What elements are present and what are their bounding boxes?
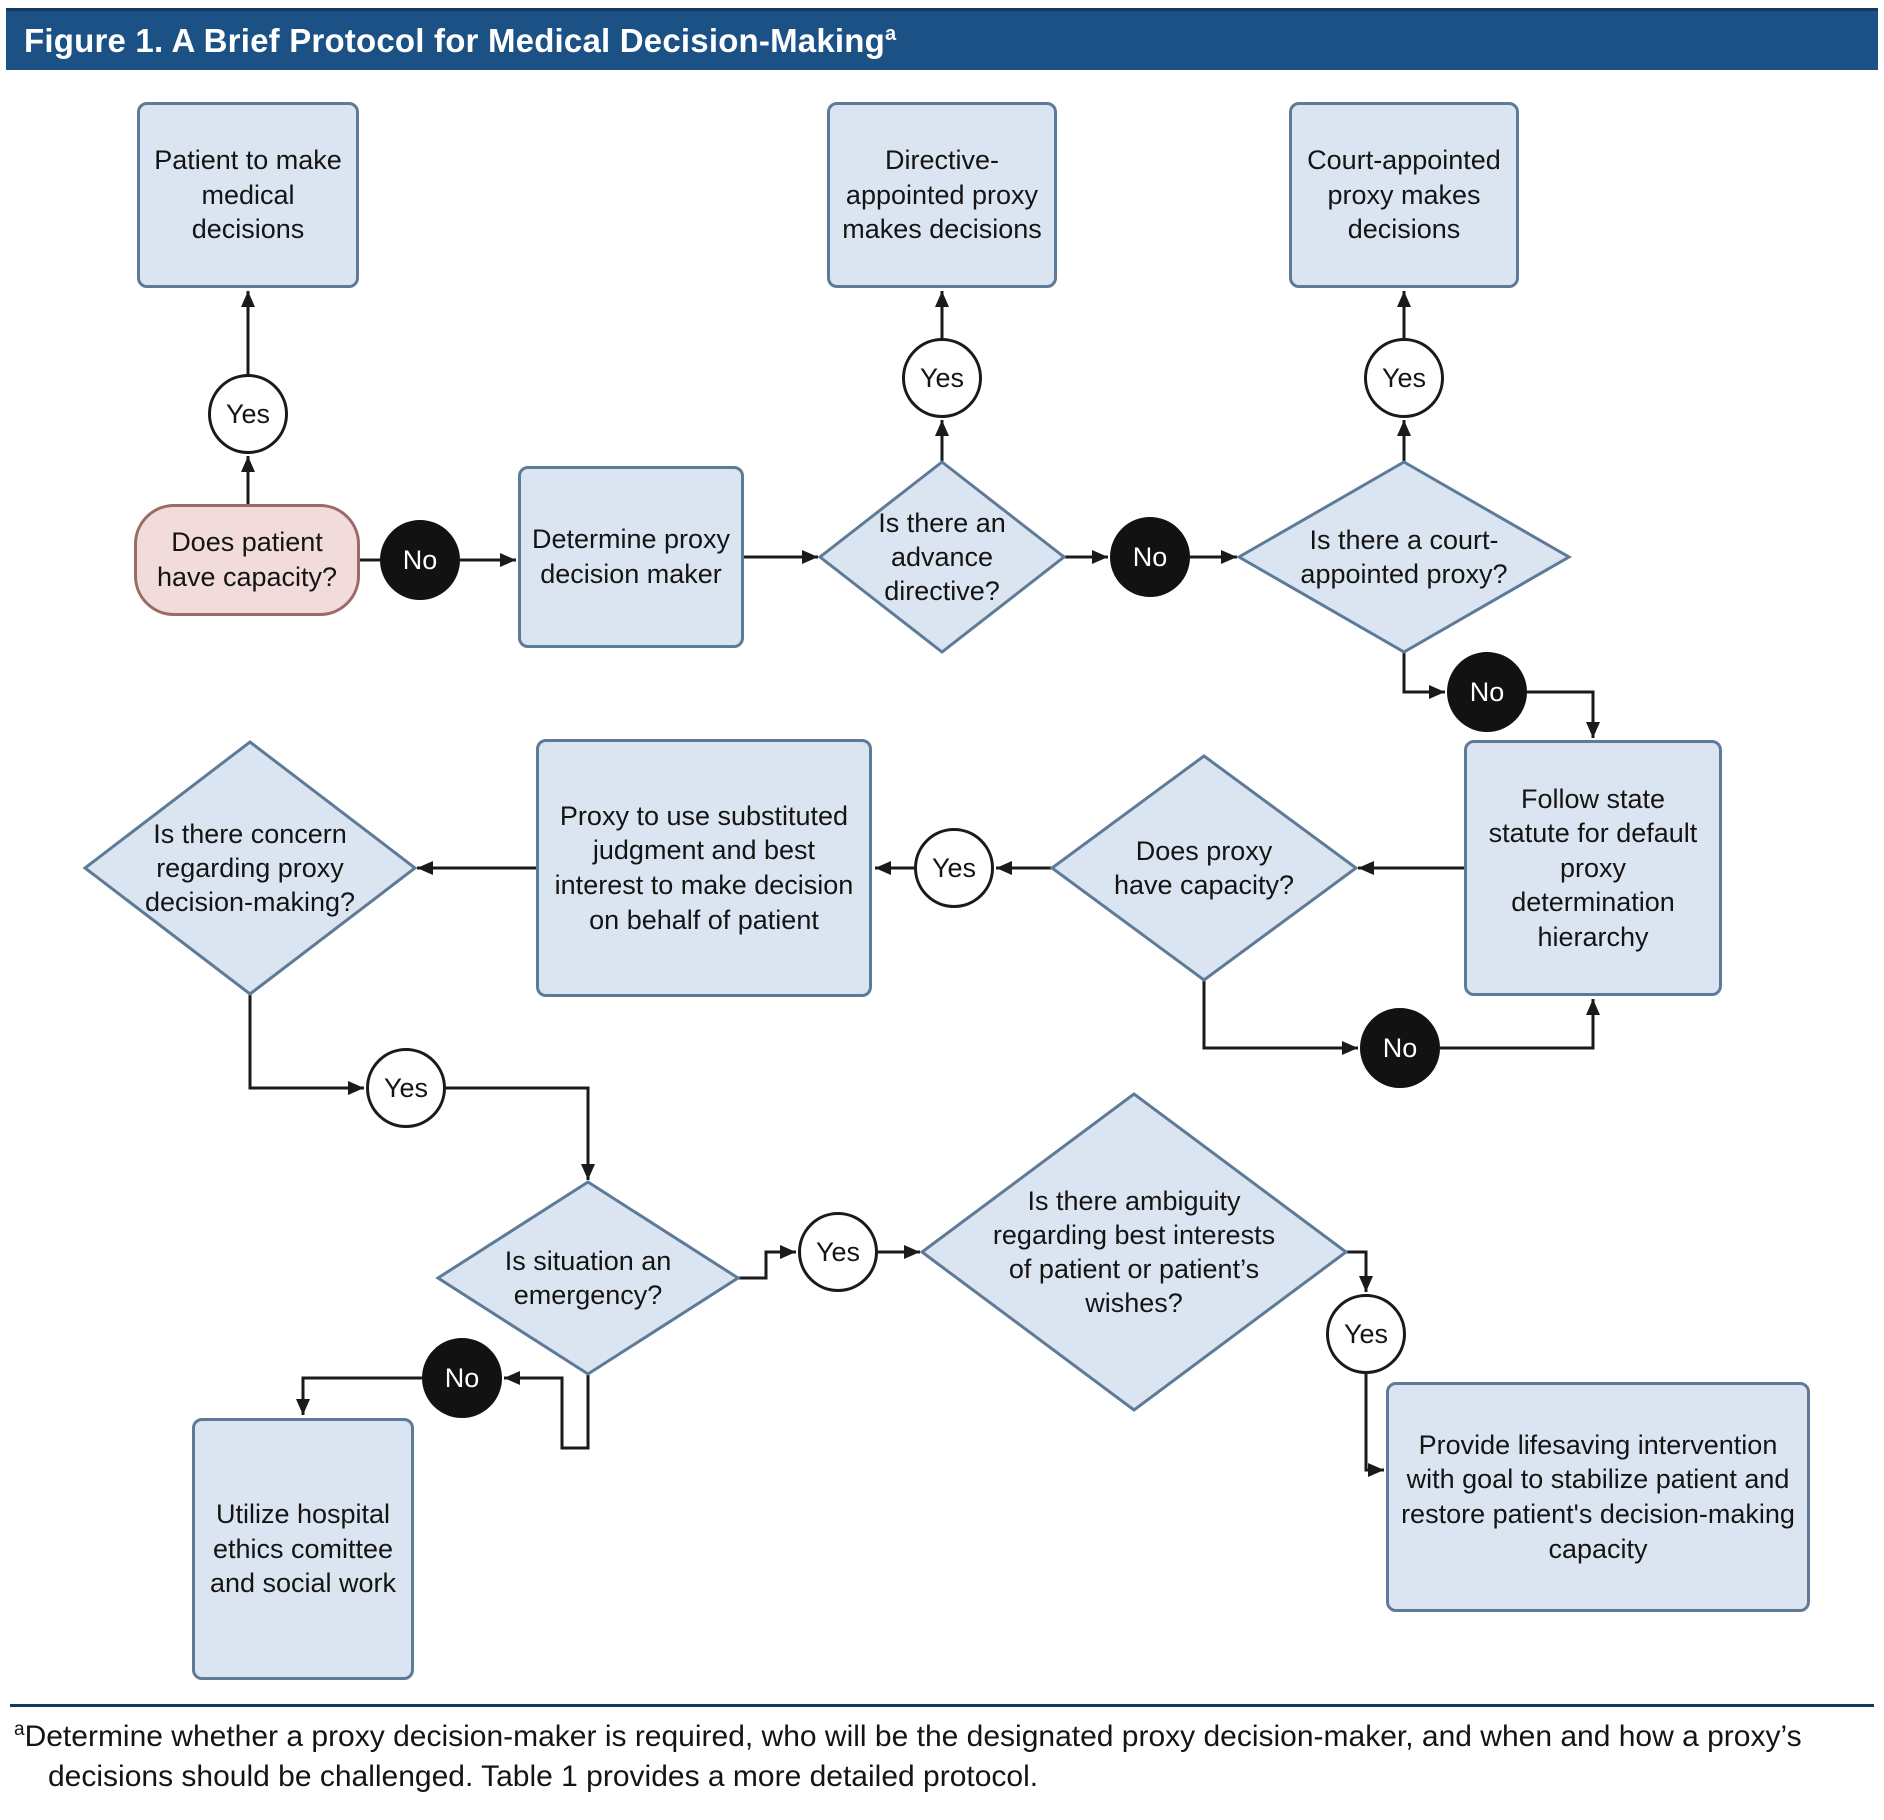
yes-badge-ambiguity: Yes bbox=[1326, 1294, 1406, 1374]
yes-badge-concern: Yes bbox=[366, 1048, 446, 1128]
box-determine-proxy: Determine proxy decision maker bbox=[518, 466, 744, 648]
diamond-ambiguity-label: Is there ambiguity regarding best interests of patient or patient’s wishes? bbox=[992, 1185, 1276, 1319]
diamond-court-proxy-label: Is there a court-appointed proxy? bbox=[1300, 524, 1508, 589]
connector-proxycapacity-to-no4 bbox=[1204, 980, 1358, 1048]
connector-no5-to-ethics bbox=[303, 1378, 422, 1415]
yes-badge-advance-directive: Yes bbox=[902, 338, 982, 418]
connector-emergency-to-no5 bbox=[504, 1374, 588, 1448]
no-badge-court-proxy: No bbox=[1447, 652, 1527, 732]
yes-badge-emergency: Yes bbox=[798, 1212, 878, 1292]
box-court-proxy-decides: Court-appointed proxy makes decisions bbox=[1289, 102, 1519, 288]
connector-concern-to-yes5 bbox=[250, 994, 364, 1088]
box-lifesaving-intervention: Provide lifesaving intervention with goal to stabilize patient and restore patient's decision-making capacity bbox=[1386, 1382, 1810, 1612]
start-node-patient-capacity: Does patient have capacity? bbox=[134, 504, 360, 616]
connector-courtproxy-to-no3 bbox=[1404, 652, 1445, 692]
connector-yes7-to-lifesaving bbox=[1366, 1374, 1384, 1470]
connector-ambiguity-to-yes7 bbox=[1346, 1252, 1366, 1292]
box-patient-makes-decisions: Patient to make medical decisions bbox=[137, 102, 359, 288]
diamond-proxy-capacity-label: Does proxy have capacity? bbox=[1113, 835, 1295, 900]
no-badge-patient-capacity: No bbox=[380, 520, 460, 600]
connector-yes5-to-emergency bbox=[446, 1088, 588, 1180]
connector-emergency-to-yes6 bbox=[738, 1252, 796, 1278]
connector-no3-to-statute bbox=[1527, 692, 1593, 738]
diamond-emergency-label: Is situation an emergency? bbox=[504, 1245, 672, 1310]
figure-footnote bbox=[10, 1704, 1874, 1796]
box-follow-state-statute: Follow state statute for default proxy determination hierarchy bbox=[1464, 740, 1722, 996]
connector-no4-to-statute bbox=[1440, 999, 1593, 1048]
box-substituted-judgment: Proxy to use substituted judgment and best interest to make decision on behalf of patient bbox=[536, 739, 872, 997]
figure-title-text: Figure 1. A Brief Protocol for Medical Decision-Making bbox=[24, 21, 885, 59]
footnote-marker: a bbox=[14, 1719, 25, 1740]
yes-badge-proxy-capacity: Yes bbox=[914, 828, 994, 908]
diamond-concern-label: Is there concern regarding proxy decision-making? bbox=[144, 818, 356, 918]
no-badge-advance-directive: No bbox=[1110, 517, 1190, 597]
diamond-advance-directive-label: Is there an advance directive? bbox=[878, 507, 1006, 607]
box-ethics-committee: Utilize hospital ethics comittee and social work bbox=[192, 1418, 414, 1680]
no-badge-proxy-capacity: No bbox=[1360, 1008, 1440, 1088]
yes-badge-patient-capacity: Yes bbox=[208, 374, 288, 454]
no-badge-emergency: No bbox=[422, 1338, 502, 1418]
footnote-text: Determine whether a proxy decision-maker is required, who will be the designated proxy decision-maker, and when and how a proxy’s decisions should be challenged. Table 1 provides a more detailed protocol. bbox=[24, 1720, 1802, 1793]
box-directive-proxy-decides: Directive-appointed proxy makes decisions bbox=[827, 102, 1057, 288]
yes-badge-court-proxy: Yes bbox=[1364, 338, 1444, 418]
figure-title-superscript: a bbox=[885, 22, 897, 45]
